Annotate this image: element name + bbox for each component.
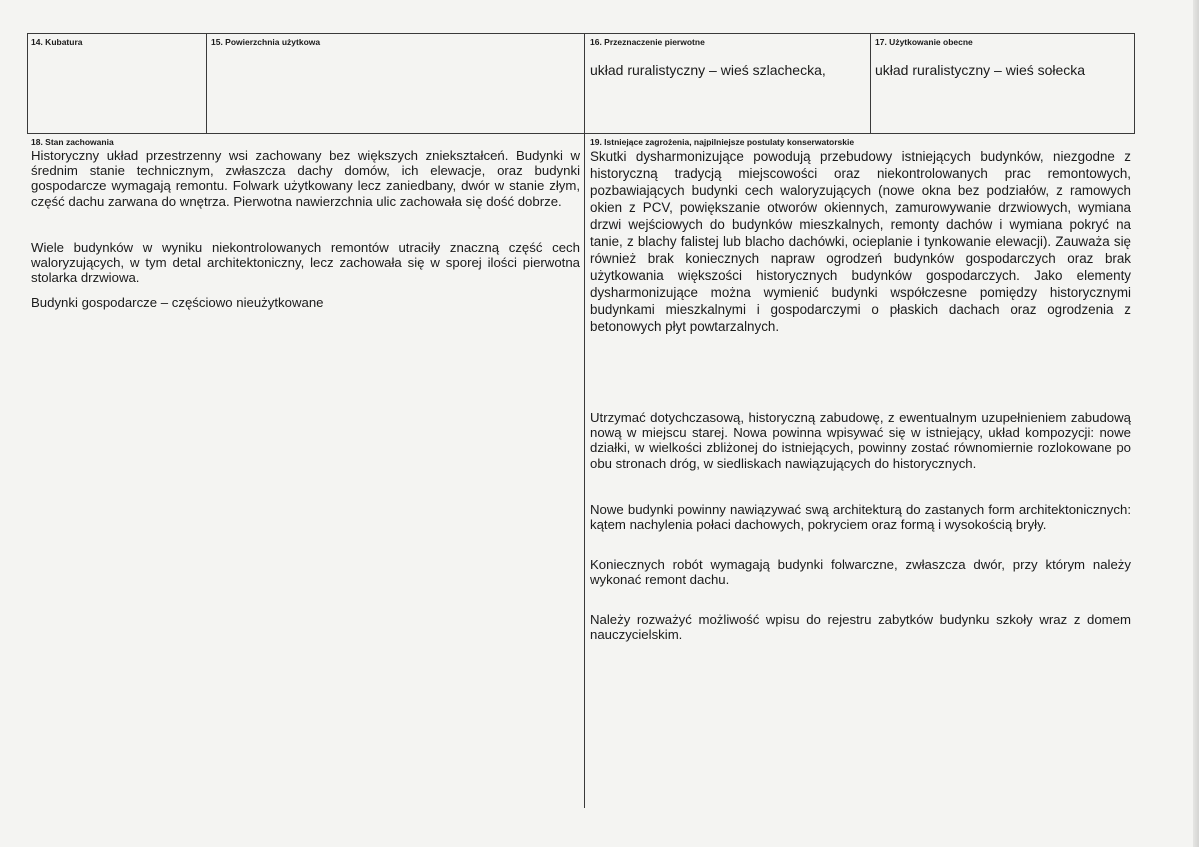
zagrozenia-paragraph-1: Skutki dysharmonizujące powodują przebudowy istniejących budynków, niezgodne z historyczną tradycją miejscowości oraz niekontrolowanych prac remontowych, pozbawiających budynki cech waloryzujących (nowe okna bez podziałów, z ramowych okien z PCV, powiększanie otworów okiennych, zamurowywanie drzwiowych, wymiana drzwi wejściowych do budynków mieszkalnych, remonty dachów i wymiana pokryć na tanie, z blachy falistej lub blacho dachówki, ocieplanie i tynkowanie elewacji). Zauważa się również brak koniecznych napraw ogrodzeń budynków gospodarczych oraz brak użytkowania większości historycznych budynków gospodarczych. Jako elementy dysharmonizujące można wymienić budynki współczesne pomiędzy historycznymi budynkami mieszkalnymi i gospodarczymi o płaskich dachach oraz ogrodzenia z betonowych płyt powtarzalnych. [590,149,1131,334]
top-border [27,33,1135,34]
col-divider-1 [206,33,207,134]
zagrozenia-paragraph-2: Utrzymać dotychczasową, historyczną zabudowę, z ewentualnym uzupełnieniem zabudową nową w miejscu starej. Nowa powinna wpisywać się w istniejący, układ kompozycji: nowe działki, w wielkości zbliżonej do istniejących, powinny zostać równomiernie rozlokowane po obu stronach dróg, w siedliskach nawiązujących do historycznych. [590,410,1131,471]
powierzchnia-label: 15. Powierzchnia użytkowa [211,37,321,47]
zagrozenia-paragraph-3: Nowe budynki powinny nawiązywać swą architekturą do zastanych form architektonicznych: kątem nachylenia połaci dachowych, pokryciem oraz formą i wysokością bryły. [590,502,1131,533]
left-border [27,33,28,134]
stan-paragraph-3: Budynki gospodarcze – częściowo nieużytkowane [31,295,324,310]
przeznaczenie-value: układ ruralistyczny – wieś szlachecka, [590,62,826,78]
kubatura-label: 14. Kubatura [31,37,83,47]
row-divider [27,133,1135,134]
col-divider-3 [870,33,871,134]
stan-label: 18. Stan zachowania [31,137,114,147]
stan-paragraph-2: Wiele budynków w wyniku niekontrolowanych remontów utraciły znaczną część cech waloryzujących, w tym detal architektoniczny, lecz zachowała się w sporej ilości pierwotna stolarka drzwiowa. [31,240,580,286]
zagrozenia-paragraph-5: Należy rozważyć możliwość wpisu do rejestru zabytków budynku szkoły wraz z domem nauczycielskim. [590,612,1131,643]
scan-edge [1193,0,1199,847]
stan-paragraph-1: Historyczny układ przestrzenny wsi zachowany bez większych zniekształceń. Budynki w średnim stanie technicznym, zwłaszcza dachy domów, ich elewacje, oraz budynki gospodarcze wymagają remontu. Folwark użytkowany lecz zaniedbany, dwór w stanie złym, część dachu zarwana do wnętrza. Pierwotna nawierzchnia ulic zachowała się dość dobrze. [31,148,580,209]
uzytkowanie-value: układ ruralistyczny – wieś sołecka [875,62,1086,78]
zagrozenia-label: 19. Istniejące zagrożenia, najpilniejsze postulaty konserwatorskie [590,137,855,147]
przeznaczenie-label: 16. Przeznaczenie pierwotne [590,37,705,47]
uzytkowanie-label: 17. Użytkowanie obecne [875,37,973,47]
right-border [1134,33,1135,134]
col-divider-middle [584,33,585,808]
zagrozenia-paragraph-4: Koniecznych robót wymagają budynki folwarczne, zwłaszcza dwór, przy którym należy wykonać remont dachu. [590,557,1131,588]
